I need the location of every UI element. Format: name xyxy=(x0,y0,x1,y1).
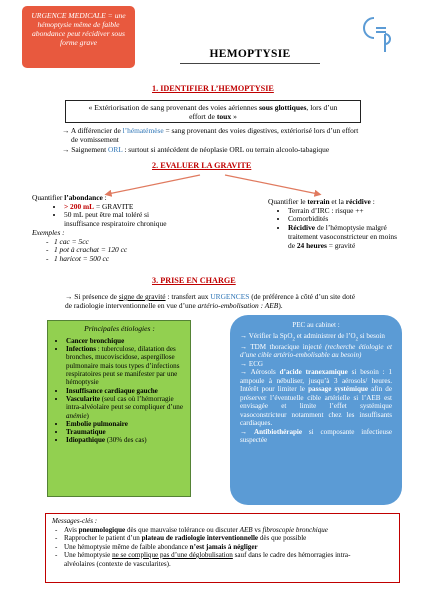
list-item: • Récidive de l’hémoptysie malgré traitement vasoconstricteur en moins de 24 heures = gravité xyxy=(288,224,418,250)
list-item: • Vascularite (seul cas où l’hémorragie intra-alvéolaire peut se compliquer d’une anémie) xyxy=(66,395,185,420)
examples-label: Exemples : xyxy=(32,227,65,237)
urgence-callout xyxy=(22,6,135,68)
list-item: - 1 cac = 5cc xyxy=(46,236,89,246)
orl-note: → Saignement ORL : surtout si antécédent de néoplasie ORL ou terrain alcoolo-tabagique xyxy=(62,145,330,154)
pec-item: → Aérosols d’acide tranexamique si besoin : 1 ampoule à nébuliser, jusqu’à 3 aérosols/ heures. Intérêt pour limiter le passage systémique afin de préserver l’éventuelle cible artérielle si l’AEB est envisagée et limite l’effet systémique vasoconstricteur notamment chez les insuffisants cardiaques. xyxy=(240,368,392,428)
list-item: • Comorbidités xyxy=(288,215,418,224)
list-item: • Embolie pulmonaire xyxy=(66,420,185,428)
list-item: • Insuffisance cardiaque gauche xyxy=(66,387,185,395)
list-item: • Cancer bronchique xyxy=(66,337,185,345)
page-title: HEMOPTYSIE xyxy=(209,48,291,60)
urgence-line: forme grave xyxy=(60,38,97,48)
arrow-right xyxy=(225,175,318,194)
definition-box xyxy=(65,100,361,123)
terrain-block xyxy=(268,198,418,250)
etiologies-box xyxy=(47,320,191,497)
pec-item: → ECG xyxy=(240,359,264,368)
list-item: - Rapprocher le patient d’un plateau de radiologie interventionnelle dès que possible xyxy=(64,534,393,543)
pec-title: PEC au cabinet : xyxy=(292,321,340,329)
list-item: - 1 haricot = 500 cc xyxy=(46,254,110,264)
definition-line: « Extériorisation de sang provenant des voies aériennes sous glottiques, lors d’un xyxy=(88,103,338,112)
urgence-line: URGENCE MEDICALE = une xyxy=(31,11,126,20)
list-item: • Infections : tuberculose, dilatation des bronches, mucoviscidose, aspergillose pulmonaire mais tous types d’infections respiratoires peut se manifester par une hémoptysie xyxy=(66,345,185,386)
list-item: • Traumatique xyxy=(66,428,185,436)
pec-cabinet-box xyxy=(230,315,402,505)
title-underline xyxy=(180,63,320,64)
list-item: - 1 pot à crachat = 120 cc xyxy=(46,245,128,255)
pec-item: → Antibiothérapie si composante infectieuse suspectée xyxy=(240,427,392,445)
list-item: - Une hémoptysie ne se complique pas d’une déglobulisation sauf dans le cadre des hémorragies intra- alvéolaires (contexte de vascularites). xyxy=(64,551,393,568)
examples-list xyxy=(32,238,202,264)
arrow-left xyxy=(108,175,200,194)
section-gravite-heading: 2. EVALUER LA GRAVITE xyxy=(152,161,252,170)
urgence-line: abondance peut récidiver sous xyxy=(31,29,125,39)
messages-title: Messages-clés : xyxy=(52,517,98,525)
urgence-line: hémoptysie même de faible xyxy=(37,20,120,30)
list-item: • > 200 mL = GRAVITE xyxy=(64,203,202,212)
section-identifier-heading: 1. IDENTIFIER L’HEMOPTYSIE xyxy=(152,84,274,93)
definition-line: effort de toux » xyxy=(189,112,237,122)
etiologies-title: Principales étiologies : xyxy=(84,324,155,333)
cep-logo-icon xyxy=(360,14,400,54)
messages-cles-box xyxy=(45,513,400,583)
hematemese-note: → A différencier de l’hématémèse = sang provenant des voies digestives, extériorisé lors d’un effort de vomissement xyxy=(62,126,359,144)
terrain-heading: Quantifier le terrain et la récidive : xyxy=(268,197,375,206)
abondance-block xyxy=(32,194,202,264)
pec-item: → Vérifier la SpO$_2$ et administrer de $l’O_2$ si besoin xyxy=(240,331,385,342)
list-item: • Idiopathique (30% des cas) xyxy=(66,436,185,444)
section-pec-heading: 3. PRISE EN CHARGE xyxy=(152,276,236,285)
list-item: • 50 mL peut être mal toléré si insuffisance respiratoire chronique xyxy=(64,211,202,228)
pec-item: → TDM thoracique injecté (recherche étiologie et d’une cible artério-embolisable au besoin) xyxy=(240,342,392,360)
list-item: - Une hémoptysie même de faible abondance n’est jamais à négliger xyxy=(64,543,393,552)
list-item: - Avis pneumologique dès que mauvaise tolérance ou discuter AEB vs fibroscopie bronchique xyxy=(64,526,393,535)
abondance-heading: Quantifier l’abondance : xyxy=(32,193,107,202)
urgences-transfer-note: → Si présence de signe de gravité : transfert aux URGENCES (de préférence à côté d’un site doté de radiologie interventionnelle en vue d’une artério-embolisation : AEB). xyxy=(65,292,356,310)
list-item: • Terrain d’IRC : risque ++ xyxy=(288,207,418,216)
